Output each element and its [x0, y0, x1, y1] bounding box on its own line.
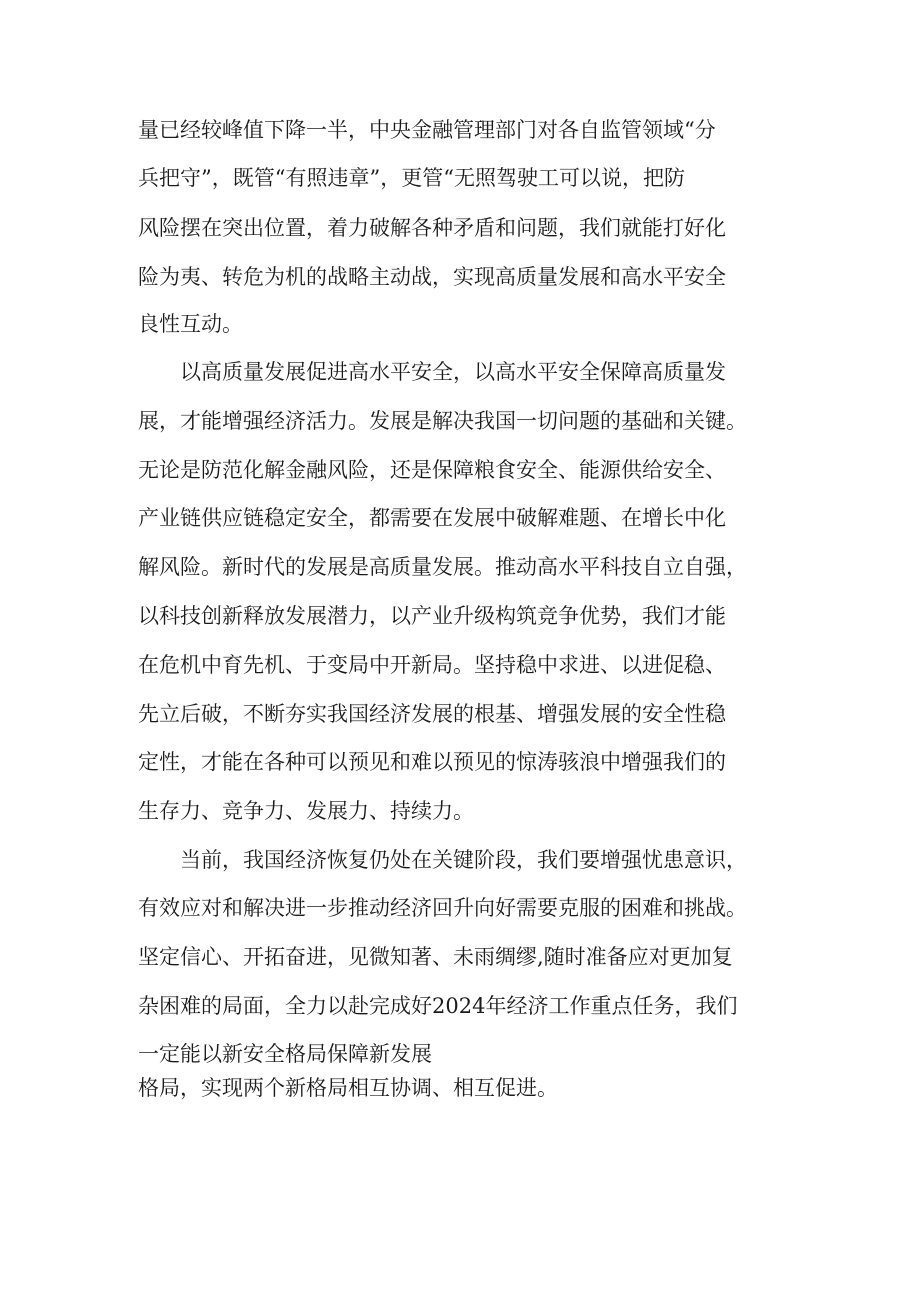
text-line: 一定能以新安全格局保障新发展 — [138, 1042, 432, 1066]
text-line: 格局，实现两个新格局相互协调、相互促进。 — [138, 1076, 558, 1100]
text-line: 良性互动。 — [138, 312, 243, 336]
text-line: 产业链供应链稳定安全，都需要在发展中破解难题、在增长中化 — [138, 506, 726, 530]
text-line: 坚定信心、开拓奋进，见微知著、未雨绸缪,随时准备应对更加复 — [138, 945, 733, 969]
text-line: 先立后破，不断夯实我国经济发展的根基、增强发展的安全性稳 — [138, 702, 726, 726]
text-line: 定性，才能在各种可以预见和难以预见的惊涛骇浪中增强我们的 — [138, 750, 726, 774]
text-line: 无论是防范化解金融风险，还是保障粮食安全、能源供给安全、 — [138, 458, 726, 482]
paragraph-first-line: 以高质量发展促进高水平安全，以高水平安全保障高质量发 — [180, 360, 726, 384]
text-line: 展，才能增强经济活力。发展是解决我国一切问题的基础和关键。 — [138, 409, 747, 433]
text-line: 以科技创新释放发展潜力，以产业升级构筑竞争优势，我们才能 — [138, 604, 726, 628]
text-line: 生存力、竞争力、发展力、持续力。 — [138, 799, 474, 823]
text-line: 杂困难的局面，全力以赴完成好2024年经济工作重点任务，我们 — [138, 994, 738, 1018]
text-line: 险为夷、转危为机的战略主动战，实现高质量发展和高水平安全 — [138, 265, 726, 289]
text-line: 有效应对和解决进一步推动经济回升向好需要克服的困难和挑战。 — [138, 896, 747, 920]
paragraph-first-line: 当前，我国经济恢复仍处在关键阶段，我们要增强忧患意识， — [180, 848, 747, 872]
text-line: 风险摆在突出位置，着力破解各种矛盾和问题，我们就能打好化 — [138, 216, 726, 240]
text-line: 兵把守”，既管“有照违章”，更管“无照驾驶工可以说，把防 — [138, 166, 685, 190]
text-line: 解风险。新时代的发展是高质量发展。推动高水平科技自立自强， — [138, 555, 747, 579]
text-line: 量已经较峰值下降一半，中央金融管理部门对各自监管领域“分 — [138, 118, 716, 142]
text-line: 在危机中育先机、于变局中开新局。坚持稳中求进、以进促稳、 — [138, 653, 726, 677]
